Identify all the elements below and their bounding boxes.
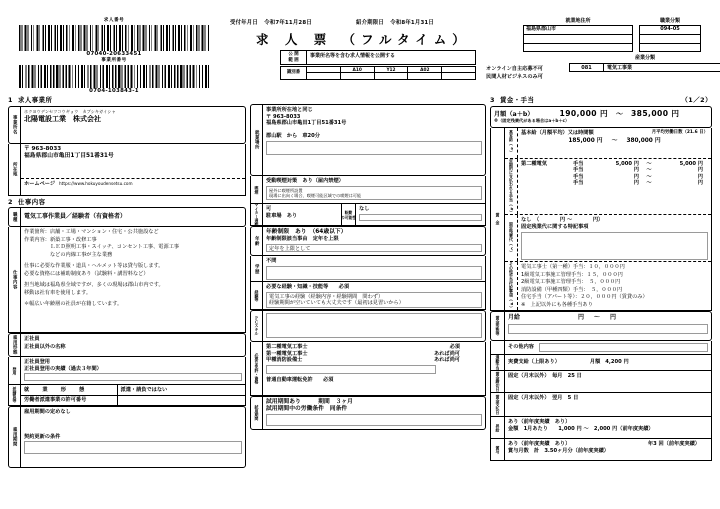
industry-caption: 産業分類 <box>634 55 655 62</box>
smoking-note-2: 現場に出向く場合、喫煙可能区域での喫煙は可能 <box>269 192 362 198</box>
raise-row <box>490 417 712 439</box>
salary-min: 円 <box>578 314 585 322</box>
identifier-row <box>280 66 476 80</box>
salary-form-body <box>504 312 711 340</box>
expiry-date-label: 紹介期限日 <box>356 20 384 26</box>
section1-number: 1 <box>8 96 13 104</box>
parking-value: 駐車場 あり <box>266 212 298 219</box>
employment-type-body <box>20 334 245 356</box>
other-allowance-line-5: ※ 上記以外にも各種手当あり <box>521 301 593 308</box>
allowance-min-2: 円 <box>633 173 639 180</box>
job-content-label: 仕事内容 <box>12 269 18 290</box>
page-indicator: （1／2） <box>681 96 712 104</box>
trial-period-row <box>250 396 486 430</box>
raise-value: あり（前年度実績 あり） <box>508 419 571 426</box>
section2-number: 2 <box>8 197 13 206</box>
payday-row <box>490 393 712 417</box>
wage-breakdown-row <box>490 128 712 312</box>
education-note <box>266 266 482 280</box>
office-postal: 〒 963-8033 <box>24 145 62 152</box>
online-note-line2: 民間人材ビジネスのみ可 <box>486 73 543 80</box>
disclosure-row <box>280 50 476 65</box>
column-middle <box>250 94 486 468</box>
pc-skill-row <box>250 310 486 342</box>
license-req-2: あれば尚可 <box>434 357 460 363</box>
employment-period-body <box>20 407 245 467</box>
section3-label: 賃金・手当 <box>499 96 535 104</box>
other-allowance-line-0: 電気工事士（第一種）手当：１０，０００円 <box>521 264 625 271</box>
barcode-block <box>14 18 214 95</box>
job-content-body <box>20 227 245 332</box>
pc-skill-body <box>262 311 485 341</box>
pc-skill-value <box>266 313 482 338</box>
industry-name: 電気工事業 <box>603 63 720 72</box>
employment-type-value: 正社員 <box>24 336 40 342</box>
office-name-label: 事業所名 <box>12 114 18 135</box>
office-name-body <box>20 107 245 143</box>
fulltime-hire-record-value <box>24 373 242 381</box>
salary-tilde: ～ <box>594 314 601 322</box>
monthly-tilde: ～ <box>615 109 623 118</box>
commute-allowance-value: 実費支給（上限あり） <box>508 359 560 366</box>
job-number-barcode <box>19 25 209 51</box>
other-content-row <box>490 341 712 355</box>
other-allowance-line-3: 消防設備（甲種四類）手当： ５，０００円 <box>521 286 623 293</box>
monthly-label: 月額（a＋b） <box>494 110 534 118</box>
workplace-row <box>250 104 486 176</box>
job-content-row <box>8 227 246 333</box>
employment-type-label: 雇用形態 <box>12 335 18 355</box>
fixed-overtime-note <box>521 232 708 260</box>
basic-pay-max: 380,000 円 <box>626 138 661 144</box>
allowance-kind-3: 手当 <box>573 180 584 186</box>
other-allowance-label: その他手当付記事項（d） <box>505 262 518 310</box>
license-body <box>262 342 485 395</box>
other-allowance-line-4: 住宅手当（アパート等）：２０，０００円（賃貸のみ） <box>521 294 648 301</box>
license-name-1: 第一種電気工事士 <box>266 350 308 357</box>
job-number-caption: 求人番号 <box>103 18 125 23</box>
work-address-blank-1 <box>523 34 633 43</box>
job-class-caption: 職業分類 <box>659 18 680 24</box>
payday-label: 賃金支払日 <box>495 394 501 415</box>
salary-max: 円 <box>610 314 617 322</box>
fulltime-hire-row <box>8 357 246 385</box>
fulltime-hire-label: 正社員登用 <box>24 359 50 365</box>
other-allowance-line-2: 2級電気工事施工管理手当： ５，０００円 <box>521 279 621 286</box>
commute-monthly-value: 4,200 円 <box>605 359 629 366</box>
column-right <box>490 94 712 468</box>
dispatch-body <box>20 385 245 405</box>
age-limit-value: 年齢制限 あり （64歳以下） <box>266 229 347 235</box>
identifier-cell-1: A10 <box>341 66 374 73</box>
office-address-row <box>8 144 246 196</box>
form-body <box>8 94 712 468</box>
closing-date-row <box>490 371 712 393</box>
section2-label: 仕事内容 <box>17 197 46 206</box>
dispatch-row <box>8 385 246 406</box>
closing-date-value: 固定（月末以外） 毎月 25 日 <box>508 373 582 380</box>
online-note-line1: オンライン自主応募不可 <box>486 66 543 72</box>
dispatch-license-label: 労働者派遣事業の許可番号 <box>21 395 117 405</box>
workplace-postal: 〒 963-8033 <box>266 113 301 120</box>
allowance-max-1: 円 <box>697 167 703 173</box>
work-address-block <box>523 18 633 52</box>
industry-code: 081 <box>569 63 603 72</box>
job-content-line-3: などの内線工事が主な業務 <box>24 251 113 258</box>
receipt-date-label: 受付年月日 <box>230 20 258 26</box>
job-class-blank-1 <box>639 34 701 43</box>
fixed-overtime-note-label: 固定残業代に関する特記事項 <box>521 223 589 230</box>
renew-condition-label: 契約更新の条件 <box>24 433 61 440</box>
trial-note <box>266 414 482 426</box>
receipt-date-value: 令和7年11月28日 <box>264 20 312 26</box>
workplace-extra-note <box>266 141 482 155</box>
bonus-detail: 賞与月数 計 3.50ヶ月分（前年度実績） <box>508 447 609 454</box>
age-reason-value: 年齢制限該当事由 定年を上限 <box>266 236 339 243</box>
transfer-note <box>359 214 482 221</box>
education-row <box>250 256 486 282</box>
experience-label: 経験等 <box>254 289 260 302</box>
employment-period-label: 雇用期間 <box>12 427 18 447</box>
license-name-2: 甲種消防設備士 <box>266 357 303 363</box>
identifier-cell-3: A02 <box>408 66 441 73</box>
salary-label: 月給 <box>508 314 521 322</box>
job-content-line-9: 移動は社有車を使用します。 <box>24 289 92 296</box>
other-allowance-body <box>518 262 711 306</box>
education-label: 学歴 <box>254 263 260 274</box>
office-address-label: 所在地 <box>12 161 18 177</box>
job-content-line-8: 担当地域は福島県全域ですが、多くの現場は郡山市内です。 <box>24 282 164 289</box>
commute-monthly-label: 月額 <box>589 359 601 366</box>
experience-line-2: 経験期間が空いていても大丈夫です（最初は見習いから） <box>269 300 404 306</box>
form-header <box>8 6 712 94</box>
work-address-caption: 就業地住所 <box>565 18 591 24</box>
job-content-line-6: 必要な資格には補助制度あり（試験料・講習料など） <box>24 270 149 277</box>
raise-detail: 金額 1月あたり 1,000 円 ～ 2,000 円（前年度実績） <box>508 425 654 432</box>
disclosure-value: 事業所名等を含む求人情報を公開する <box>306 50 476 65</box>
bonus-row <box>490 439 712 461</box>
wage-breakdown-body: 基本給（a） 基本給（月額平均）又は時間額 月平均労働日数（21.6 日） 185,000 円 ～ 380,000 円 定期的に支払われる手当（b） 第二種電気 手当 5,000 円 ～ 5,000 円 手当 円 ～ 円 手当 円 ～ 円 手当 円 ～ 円 固定残業代（c） なし （ 円 ～ 円） 固定残業代に関する特記事項 その他手当付記事項（d） 電気工事士（第一種）手当：１０，０００円 1級電気工事施工管理手当：１５，０００円 2級電気工事施工管理手当： ５，０００円 消防設備（甲種四類）手当： ５，０００円 住宅手当（アパート等）：２０，０００円（賃貸のみ） ※ 上記以外にも各種手当あり <box>504 128 711 311</box>
payday-value: 固定（月末以外） 翌月 5 日 <box>508 395 579 402</box>
disclosure-label: 公 開 範 囲 <box>280 50 306 65</box>
occupation-label: 職種 <box>12 212 18 222</box>
license-row <box>250 342 486 396</box>
workplace-body <box>262 105 485 175</box>
age-label: 年齢 <box>254 236 260 246</box>
age-note: 定年を上限として <box>266 244 482 252</box>
homepage-url[interactable]: https://www.hokuyoudensetsu.com <box>59 181 133 187</box>
employment-type-row <box>8 333 246 357</box>
allowance-max-3: 円 <box>697 180 703 186</box>
experience-line-1: 電気工事の経験（経験内容・経験期間 問わず） <box>269 293 384 300</box>
monthly-max: 385,000 円 <box>630 108 680 118</box>
occupation-value: 電気工事作業員／経験者（有資格者） <box>24 213 127 221</box>
closing-date-label: 賃金締切日 <box>495 371 501 392</box>
work-address-value: 福島県郡山市 <box>523 25 633 34</box>
commute-transfer-body <box>262 204 485 225</box>
commute-allowance-label: 通勤手当 <box>495 354 501 371</box>
section3-title <box>490 96 712 104</box>
other-content-value <box>539 343 708 352</box>
identifier-cell-4 <box>442 66 475 73</box>
allowance-max-2: 円 <box>697 173 703 180</box>
license-req-1: あれば尚可 <box>434 350 460 357</box>
experience-row <box>250 282 486 310</box>
section1-title <box>8 96 246 104</box>
workplace-address: 福島県郡山市亀田1丁目51番31号 <box>266 120 347 126</box>
salary-form-label: 賃金形態等 <box>495 316 501 336</box>
salary-form-row <box>490 311 712 341</box>
monthly-min: 190,000 円 <box>559 108 608 118</box>
workplace-access: 郡山駅 から 車20分 <box>266 132 320 139</box>
fulltime-hire-side-label: 登用 <box>12 366 18 375</box>
allowance-min-1: 円 <box>633 167 639 173</box>
education-value: 不問 <box>266 258 277 264</box>
identifier-cell-2: Y12 <box>375 66 408 73</box>
allowance-kind-1: 手当 <box>573 167 584 173</box>
experience-required: 必要な経験・知識・技能等 必須 <box>266 284 350 290</box>
education-body <box>262 256 485 281</box>
identifier-cell-0 <box>307 66 340 73</box>
office-number-value: 0704-103843-1 <box>89 88 139 95</box>
identifier-label: 識別番 <box>280 66 306 80</box>
fixed-overtime-value: なし （ 円 ～ 円） <box>521 217 604 224</box>
allowance-label: 定期的に支払われる手当（b） <box>505 159 518 215</box>
license-name-0: 第二種電気工事士 <box>266 344 308 350</box>
expiry-date-row <box>356 20 434 27</box>
basic-pay-min: 185,000 円 <box>568 138 603 144</box>
wage-side-label: 賃 金 <box>495 212 501 225</box>
job-content-line-5: 仕事に必要な作業服・道具・ヘルメット等は貸与版します。 <box>24 263 164 270</box>
basic-pay-label: 基本給（a） <box>505 128 518 158</box>
page-title: 求 人 票 （フルタイム） <box>256 32 471 47</box>
license-note <box>266 365 436 374</box>
license-req-0: 必須 <box>449 344 460 350</box>
smoking-note-1: 屋外に喫煙所設置 <box>269 187 303 193</box>
smoking-label: 喫煙 <box>254 185 260 194</box>
trial-line-2: 試用期間中の労働条件 同条件 <box>266 406 348 413</box>
workplace-label: 就業場所 <box>254 130 260 150</box>
office-number-caption: 事業所番号 <box>101 57 127 63</box>
section1-label: 求人事業所 <box>17 96 53 104</box>
section2-title <box>8 198 246 206</box>
dispatch-label: 派請負等 <box>12 387 18 403</box>
occupation-row <box>8 207 246 227</box>
employment-period-row <box>8 406 246 468</box>
bonus-label: 賞与 <box>495 445 501 454</box>
basic-pay-days: 月平均労働日数（21.6 日） <box>651 129 708 135</box>
age-row <box>250 226 486 256</box>
homepage-label: ホームページ <box>24 180 56 187</box>
office-name-row <box>8 106 246 144</box>
job-class-value: 094-05 <box>639 25 701 34</box>
section3-number: 3 <box>490 96 495 104</box>
office-name-value: 北陽電設工業 株式会社 <box>24 114 101 123</box>
allowance-max-0: 5,000 円 <box>679 160 703 167</box>
industry-block <box>569 55 720 71</box>
basic-pay-head: 基本給（月額平均）又は時間額 <box>521 129 594 136</box>
identifier-grid <box>306 66 476 80</box>
office-number-barcode <box>19 65 209 88</box>
dispatch-form-label: 就 業 形 態 <box>21 385 117 395</box>
allowance-min-3: 円 <box>633 180 639 186</box>
allowance-kind-2: 手当 <box>573 173 584 180</box>
fixed-overtime-label: 固定残業代（c） <box>505 215 518 261</box>
smoking-body <box>262 176 485 203</box>
office-address-body <box>20 144 245 195</box>
renew-condition-value <box>24 441 242 454</box>
driving-license: 普通自動車運転免許 必須 <box>266 376 334 383</box>
column-left <box>8 94 246 468</box>
office-name-furigana: ホクヨウデンセツコウギョウ カブシキガイシャ <box>24 108 116 114</box>
office-address-value: 福島県郡山市亀田1丁目51番31号 <box>24 153 114 160</box>
experience-detail <box>266 292 482 308</box>
classification-block <box>523 18 720 72</box>
job-content-line-11: ＊幅広い年齢層の社員が在籍しています。 <box>24 301 123 308</box>
other-content-label: その他内容 <box>508 344 534 351</box>
work-address-blank-2 <box>523 43 633 52</box>
allowance-name-0: 第二種電気 <box>521 160 547 167</box>
job-content-line-2: ＬＥＤ照明工事・スイッチ、コンセント工事、電源工事 <box>24 244 180 251</box>
monthly-amount-row <box>490 106 712 128</box>
workplace-same-note: 事業所所在地と同じ <box>266 107 313 113</box>
job-class-block <box>639 18 701 52</box>
transfer-value: なし <box>359 206 370 212</box>
raise-label: 昇給 <box>495 423 501 432</box>
bonus-value: あり（前年度実績 あり） <box>508 441 571 448</box>
trial-line-1: 試用期間あり 期間 ３ヶ月 <box>266 399 353 405</box>
car-commute-label: マイカー通勤 <box>254 202 260 227</box>
allowance-kind-0: 手当 <box>573 160 584 167</box>
commute-allowance-row <box>490 355 712 371</box>
trial-period-label: 試用期間 <box>254 405 260 421</box>
dispatch-license-value <box>117 395 245 405</box>
salary-extra-note <box>508 324 708 334</box>
expiry-date-value: 令和8年1月31日 <box>390 20 434 26</box>
car-commute-value: 可 <box>266 206 272 212</box>
fulltime-hire-record-label: 正社員登用の実績（過去３年間） <box>24 365 102 372</box>
employment-other-label: 正社員以外の名称 <box>24 343 66 350</box>
commute-transfer-row <box>250 204 486 226</box>
age-body <box>262 227 485 255</box>
transfer-label: 転勤 の可能性 <box>341 204 355 225</box>
smoking-value: 受動喫煙対策 あり（屋内禁煙） <box>266 178 344 184</box>
job-number-value: 07040-20633451 <box>86 51 142 58</box>
monthly-note: ※（固定残業代がある場合はa＋b＋c） <box>494 118 570 124</box>
bonus-times: 年3 回（前年度実績） <box>647 441 700 448</box>
fulltime-hire-body <box>20 357 245 384</box>
other-allowance-line-1: 1級電気工事施工管理手当：１５，０００円 <box>521 271 623 278</box>
job-class-blank-2 <box>639 43 701 52</box>
job-content-line-1: 作業内容：新築工事・改修工事 <box>24 236 97 243</box>
license-label: 必要な免許・資格 <box>254 352 260 385</box>
trial-period-body <box>262 397 485 429</box>
smoking-notes <box>266 186 482 200</box>
smoking-row <box>250 176 486 204</box>
experience-body <box>262 282 485 309</box>
employment-period-value: 雇用期間の定めなし <box>24 409 71 415</box>
allowance-name-3 <box>521 180 573 187</box>
job-content-line-0: 作業箇所：店舗・工場・マンション・住宅・公共施設など <box>24 229 159 235</box>
receipt-date-row <box>230 20 312 27</box>
dispatch-form-value: 派遣・請負ではない <box>117 385 245 395</box>
allowance-min-0: 5,000 円 <box>615 160 639 167</box>
pc-skill-label: ＰＣスキル <box>254 316 260 336</box>
